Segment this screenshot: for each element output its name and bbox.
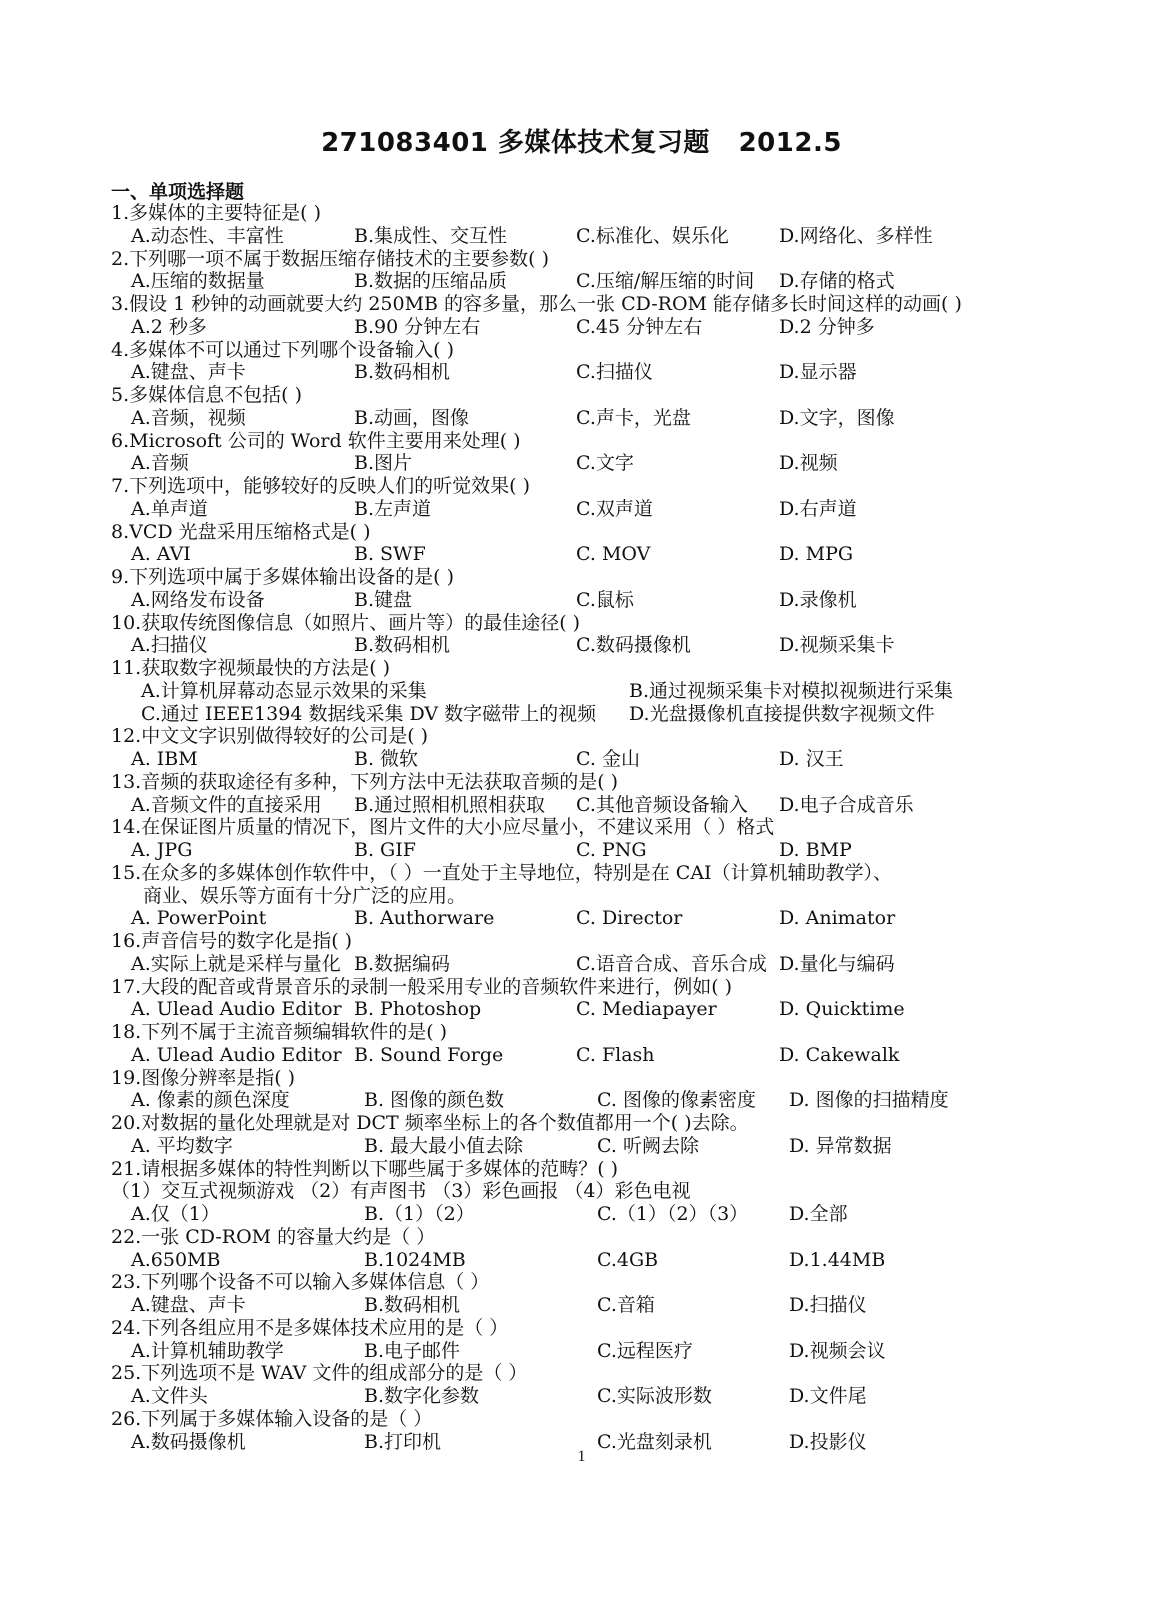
answer-option: D.文件尾 [789,1385,867,1407]
options-row [111,225,1051,248]
answer-option: D.视频会议 [789,1339,886,1362]
question-item [111,771,1051,817]
answer-option: A. JPG [131,839,193,861]
question-item [111,612,1051,658]
question-item [111,339,1051,385]
answer-option: A.音频文件的直接采用 [131,793,322,816]
question-item [111,725,1051,771]
answer-option: C.4GB [597,1248,659,1271]
answer-option: D.全部 [789,1203,848,1225]
answer-option: D.1.44MB [789,1248,886,1271]
answer-option: C.通过 IEEE1394 数据线采集 DV 数字磁带上的视频 [141,702,597,725]
answer-option: C.数码摄像机 [576,634,691,657]
answer-option: C.45 分钟左右 [576,315,703,338]
options-row [111,589,1051,612]
options-row [111,839,1051,862]
answer-option: D. MPG [779,543,854,566]
answer-option: C.标准化、娱乐化 [576,224,729,247]
options-row [111,1089,1051,1112]
answer-option: C.压缩/解压缩的时间 [576,270,755,293]
answer-option: B.图片 [354,452,413,475]
answer-option: C.实际波形数 [597,1385,712,1407]
answer-option: A.扫描仪 [131,634,208,657]
answer-option: A. PowerPoint [131,907,267,930]
answer-option: B.通过视频采集卡对模拟视频进行采集 [629,679,954,702]
question-stem: 16.声音信号的数字化是指( ) [111,930,353,952]
answer-option: C.鼠标 [576,588,634,611]
answer-option: D.投影仪 [789,1430,867,1453]
answer-option: B.通过照相机照相获取 [354,793,546,816]
options-row [111,316,1051,339]
options-row [111,407,1051,430]
options-row [111,1340,1051,1363]
answer-option: D.右声道 [779,497,857,520]
answer-option: B. GIF [354,839,416,861]
question-stem: 10.获取传统图像信息（如照片、画片等）的最佳途径( ) [111,611,581,634]
answer-option: A. 平均数字 [131,1134,233,1157]
answer-option: C.（1）（2）（3） [597,1203,749,1225]
answer-option: A. AVI [131,543,191,566]
question-item [111,1362,1051,1408]
answer-option: A.2 秒多 [131,315,207,338]
answer-option: D.显示器 [779,361,857,384]
question-stem: 20.对数据的量化处理就是对 DCT 频率坐标上的各个数值都用一个( )去除。 [111,1112,749,1134]
answer-option: A.网络发布设备 [131,588,265,611]
question-item [111,1158,1051,1226]
question-item [111,816,1051,862]
options-row [111,270,1051,293]
question-stem: 15.在众多的多媒体创作软件中，（ ）一直处于主导地位，特别是在 CAI（计算机辅助教学）、 [111,861,893,884]
answer-option: B. 微软 [354,748,419,770]
question-item [111,293,1051,339]
answer-option: D.存储的格式 [779,270,895,293]
answer-option: B.1024MB [364,1248,466,1271]
answer-option: D.2 分钟多 [779,315,875,338]
question-stem: 21.请根据多媒体的特性判断以下哪些属于多媒体的范畴？( ) [111,1157,619,1180]
answer-option: C. MOV [576,543,651,566]
answer-option: B. SWF [354,543,426,566]
question-item [111,1067,1051,1113]
answer-option: C. 图像的像素密度 [597,1089,756,1112]
answer-option: D.扫描仪 [789,1294,867,1316]
answer-option: B.动画，图像 [354,406,470,429]
question-stem: 26.下列属于多媒体输入设备的是（ ） [111,1407,433,1430]
answer-option: B.左声道 [354,497,432,520]
answer-option: C. Director [576,907,683,930]
answer-option: C.声卡，光盘 [576,406,691,429]
options-row [111,680,1051,726]
answer-option: B.数据编码 [354,952,451,975]
options-row [111,1294,1051,1317]
answer-option: C. 金山 [576,748,640,770]
answer-option: A. Ulead Audio Editor [131,998,342,1021]
answer-option: A.键盘、声卡 [131,361,246,384]
question-item [111,202,1051,248]
options-row [111,1249,1051,1272]
answer-option: C.扫描仪 [576,361,653,384]
document-title: 271083401 多媒体技术复习题 2012.5 [321,128,842,158]
options-row [111,498,1051,521]
answer-option: B.（1）（2） [364,1203,475,1225]
question-item [111,976,1051,1022]
answer-option: C.文字 [576,452,634,475]
answer-option: D.量化与编码 [779,952,895,975]
options-row [111,1203,1051,1226]
answer-option: A.压缩的数据量 [131,270,265,293]
answer-option: A.650MB [131,1248,221,1271]
question-stem: 13.音频的获取途径有多种，下列方法中无法获取音频的是( ) [111,770,619,793]
question-stem: 17.大段的配音或背景音乐的录制一般采用专业的音频软件来进行，例如( ) [111,975,733,998]
answer-option: D.网络化、多样性 [779,224,933,247]
answer-option: D. Quicktime [779,998,905,1021]
answer-option: B.打印机 [364,1430,442,1453]
answer-option: D. 图像的扫描精度 [789,1089,949,1112]
answer-option: A.计算机屏幕动态显示效果的采集 [141,679,427,702]
answer-option: B. 图像的颜色数 [364,1089,505,1112]
answer-option: A.音频，视频 [131,406,246,429]
answer-option: B.集成性、交互性 [354,224,508,247]
options-row [111,1135,1051,1158]
page-number: 1 [577,1448,586,1465]
answer-option: A. IBM [131,748,198,770]
question-stem: 2.下列哪一项不属于数据压缩存储技术的主要参数( ) [111,247,549,270]
answer-option: C. 听阙去除 [597,1134,699,1157]
question-item [111,657,1051,725]
question-list [111,202,1051,1453]
question-item [111,1317,1051,1363]
answer-option: C.双声道 [576,497,653,520]
question-item [111,1226,1051,1272]
question-stem: 12.中文文字识别做得较好的公司是( ) [111,725,429,748]
question-stem: 24.下列各组应用不是多媒体技术应用的是（ ） [111,1316,509,1339]
answer-option: B.数字化参数 [364,1385,480,1407]
question-stem: 25.下列选项不是 WAV 文件的组成部分的是（ ） [111,1362,528,1385]
answer-option: B.数码相机 [354,361,451,384]
answer-option: B.数码相机 [354,634,451,657]
question-stem: 18.下列不属于主流音频编辑软件的是( ) [111,1021,448,1043]
question-stem: 19.图像分辨率是指( ) [111,1066,296,1089]
answer-option: D. Animator [779,907,896,930]
question-item [111,930,1051,976]
options-row [111,953,1051,976]
question-item [111,1112,1051,1158]
answer-option: D. Cakewalk [779,1043,900,1066]
answer-option: B. Authorware [354,907,495,930]
answer-option: D. 汉王 [779,748,844,770]
answer-option: D. BMP [779,839,852,861]
question-stem: 4.多媒体不可以通过下列哪个设备输入( ) [111,338,454,361]
question-stem: 3.假设 1 秒钟的动画就要大约 250MB 的容多量，那么一张 CD-ROM 能存储多长时间这样的动画( ) [111,293,962,315]
question-item [111,430,1051,476]
question-stem: 23.下列哪个设备不可以输入多媒体信息（ ） [111,1271,490,1294]
answer-option: B. Sound Forge [354,1043,504,1066]
options-row [111,361,1051,384]
answer-option: A.键盘、声卡 [131,1294,246,1316]
options-row [111,1044,1051,1067]
answer-option: A.数码摄像机 [131,1430,246,1453]
question-item [111,1021,1051,1067]
answer-option: A.实际上就是采样与量化 [131,952,341,975]
options-row [111,452,1051,475]
answer-option: A.动态性、丰富性 [131,224,284,247]
question-stem: 8.VCD 光盘采用压缩格式是( ) [111,520,371,543]
question-item [111,1408,1051,1454]
answer-option: D.文字，图像 [779,406,895,429]
answer-option: B.数码相机 [364,1294,461,1316]
answer-option: C. Mediapayer [576,998,717,1021]
question-item [111,862,1051,930]
answer-option: D.视频 [779,452,838,475]
question-item [111,521,1051,567]
question-stem-continued: 商业、娱乐等方面有十分广泛的应用。 [143,884,467,907]
answer-option: B.电子邮件 [364,1339,461,1362]
options-row [111,794,1051,817]
answer-option: B. Photoshop [354,998,482,1021]
answer-option: C.远程医疗 [597,1339,693,1362]
answer-option: C. Flash [576,1043,655,1066]
answer-option: A. Ulead Audio Editor [131,1043,342,1066]
options-row [111,543,1051,566]
answer-option: D.录像机 [779,588,857,611]
answer-option: C. PNG [576,839,647,861]
answer-option: A.音频 [131,452,189,475]
question-stem: 22.一张 CD-ROM 的容量大约是（ ） [111,1225,436,1248]
question-item [111,566,1051,612]
question-item [111,248,1051,294]
answer-option: A. 像素的颜色深度 [131,1089,290,1112]
question-stem: 5.多媒体信息不包括( ) [111,384,302,406]
question-stem: 6.Microsoft 公司的 Word 软件主要用来处理( ) [111,429,521,452]
answer-option: C.音箱 [597,1294,655,1316]
question-item [111,384,1051,430]
answer-option: B. 最大最小值去除 [364,1134,524,1157]
answer-option: C.其他音频设备输入 [576,793,748,816]
question-stem: 11.获取数字视频最快的方法是( ) [111,657,391,679]
options-row [111,748,1051,771]
options-row [111,1385,1051,1408]
answer-option: B.键盘 [354,588,413,611]
options-row [111,907,1051,930]
answer-option: D.光盘摄像机直接提供数字视频文件 [629,702,935,725]
options-row [111,634,1051,657]
question-stem: 14.在保证图片质量的情况下，图片文件的大小应尽量小，不建议采用（ ）格式 [111,816,775,839]
question-stem: 1.多媒体的主要特征是( ) [111,202,321,224]
answer-option: A.文件头 [131,1385,208,1407]
question-item [111,1271,1051,1317]
answer-option: C.语音合成、音乐合成 [576,952,767,975]
answer-option: D. 异常数据 [789,1134,892,1157]
answer-option: C.光盘刻录机 [597,1430,712,1453]
answer-option: B.数据的压缩品质 [354,270,508,293]
question-stem: 7.下列选项中，能够较好的反映人们的听觉效果( ) [111,475,530,497]
answer-option: B.90 分钟左右 [354,315,481,338]
answer-option: D.视频采集卡 [779,634,895,657]
options-row [111,998,1051,1021]
question-stem-continued: （1）交互式视频游戏 （2）有声图书 （3）彩色画报 （4）彩色电视 [111,1180,691,1203]
answer-option: A.单声道 [131,497,208,520]
answer-option: D.电子合成音乐 [779,793,914,816]
question-item [111,475,1051,521]
answer-option: A.计算机辅助教学 [131,1339,284,1362]
question-stem: 9.下列选项中属于多媒体输出设备的是( ) [111,566,454,588]
answer-option: A.仅（1） [131,1203,220,1225]
section-heading: 一、单项选择题 [111,181,245,203]
